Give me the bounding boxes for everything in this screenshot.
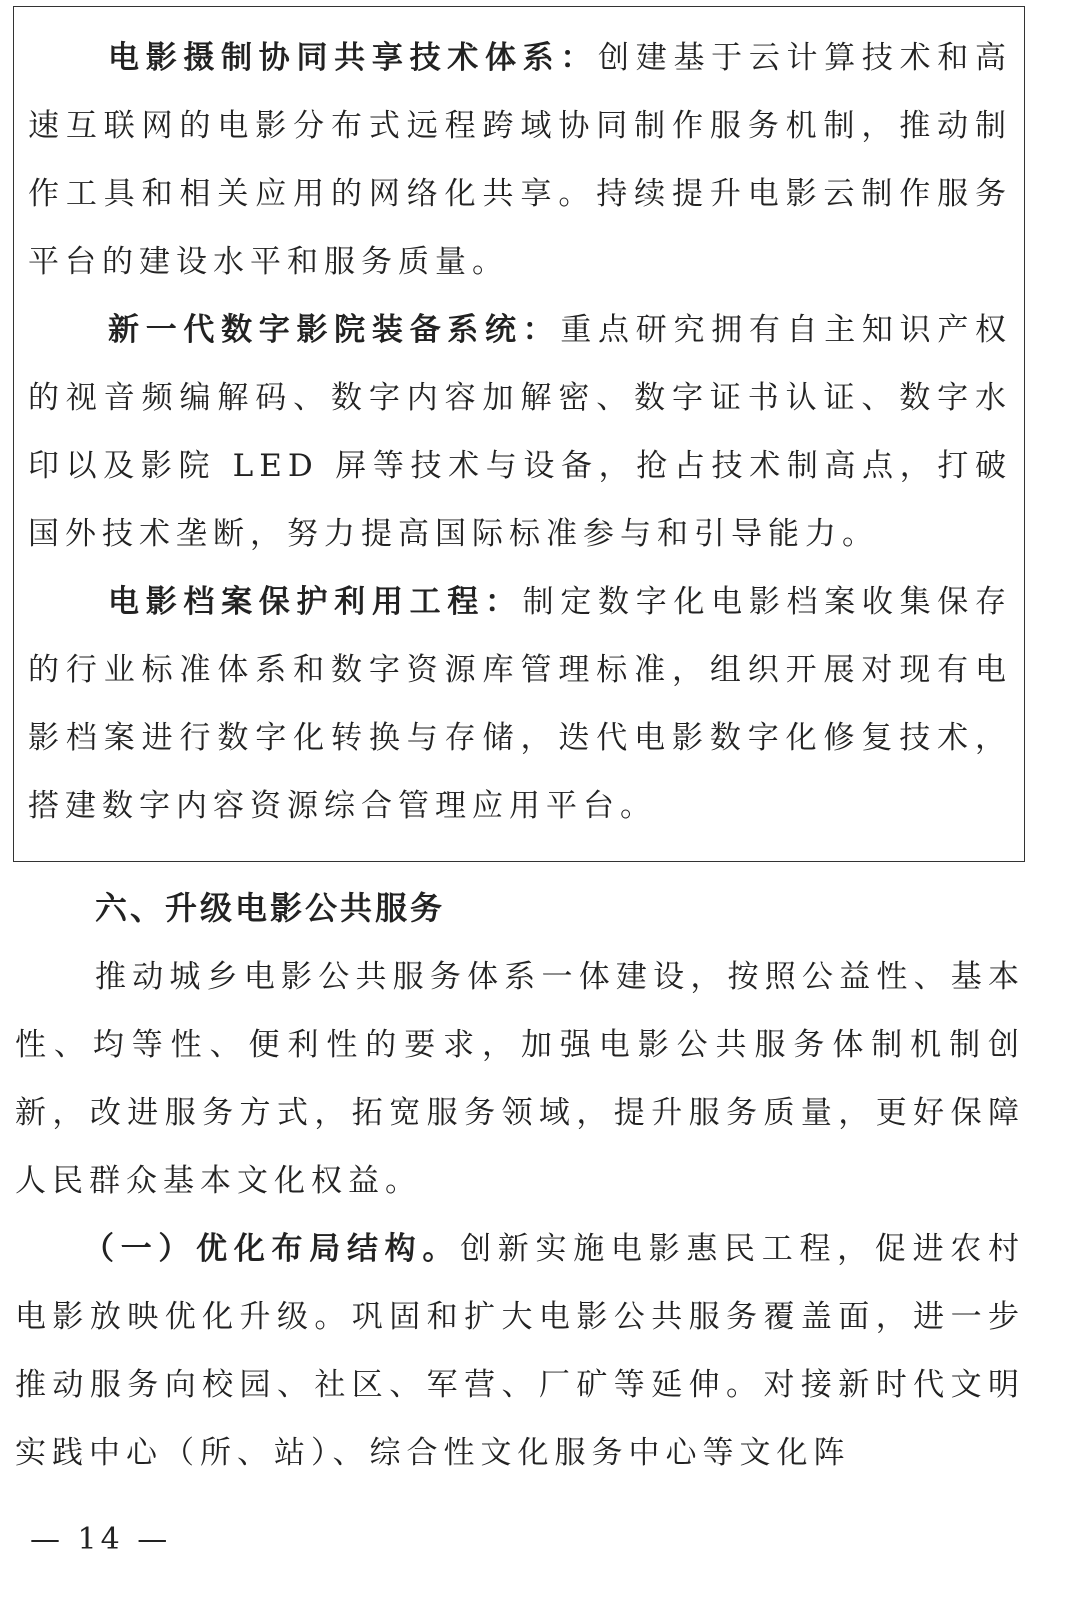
- box-paragraph-text: 创建基于云计算技术和高速互联网的电影分布式远程跨域协同制作服务机制，推动制作工具和相关应用的网络化共享。持续提升电影云制作服务平台的建设水平和服务质量。: [28, 40, 1013, 280]
- page-number: — 14 —: [30, 1522, 172, 1557]
- box-paragraph-lead: 电影摄制协同共享技术体系：: [108, 40, 599, 76]
- box-paragraph-lead: 电影档案保护利用工程：: [108, 584, 523, 620]
- box-paragraph-text: 重点研究拥有自主知识产权的视音频编解码、数字内容加解密、数字证书认证、数字水印以及影院 LED 屏等技术与设备，抢占技术制高点，打破国外技术垄断，努力提高国际标准参与和引导能力。: [28, 312, 1013, 552]
- section-paragraph-layout: [15, 1215, 1025, 1487]
- section-paragraph-intro: [15, 943, 1025, 1215]
- section-heading: 六、升级电影公共服务: [95, 889, 446, 927]
- section-paragraph-text: 创新实施电影惠民工程，促进农村电影放映优化升级。巩固和扩大电影公共服务覆盖面，进一步推动服务向校园、社区、军营、厂矿等延伸。对接新时代文明实践中心（所、站）、综合性文化服务中心等文化阵: [15, 1231, 1026, 1471]
- box-paragraph-digital-cinema: [28, 296, 1012, 568]
- box-paragraph-film-archive: [28, 568, 1012, 840]
- section-paragraph-lead: （一）优化布局结构。: [83, 1231, 461, 1267]
- section-paragraph-text: 推动城乡电影公共服务体系一体建设，按照公益性、基本性、均等性、便利性的要求，加强电影公共服务体制机制创新，改进服务方式，拓宽服务领域，提升服务质量，更好保障人民群众基本文化权益。: [15, 959, 1025, 1199]
- box-paragraph-text: 制定数字化电影档案收集保存的行业标准体系和数字资源库管理标准，组织开展对现有电影档案进行数字化转换与存储，迭代电影数字化修复技术，搭建数字内容资源综合管理应用平台。: [28, 584, 1013, 824]
- box-paragraph-lead: 新一代数字影院装备系统：: [108, 312, 561, 348]
- box-paragraph-film-production: [28, 24, 1012, 296]
